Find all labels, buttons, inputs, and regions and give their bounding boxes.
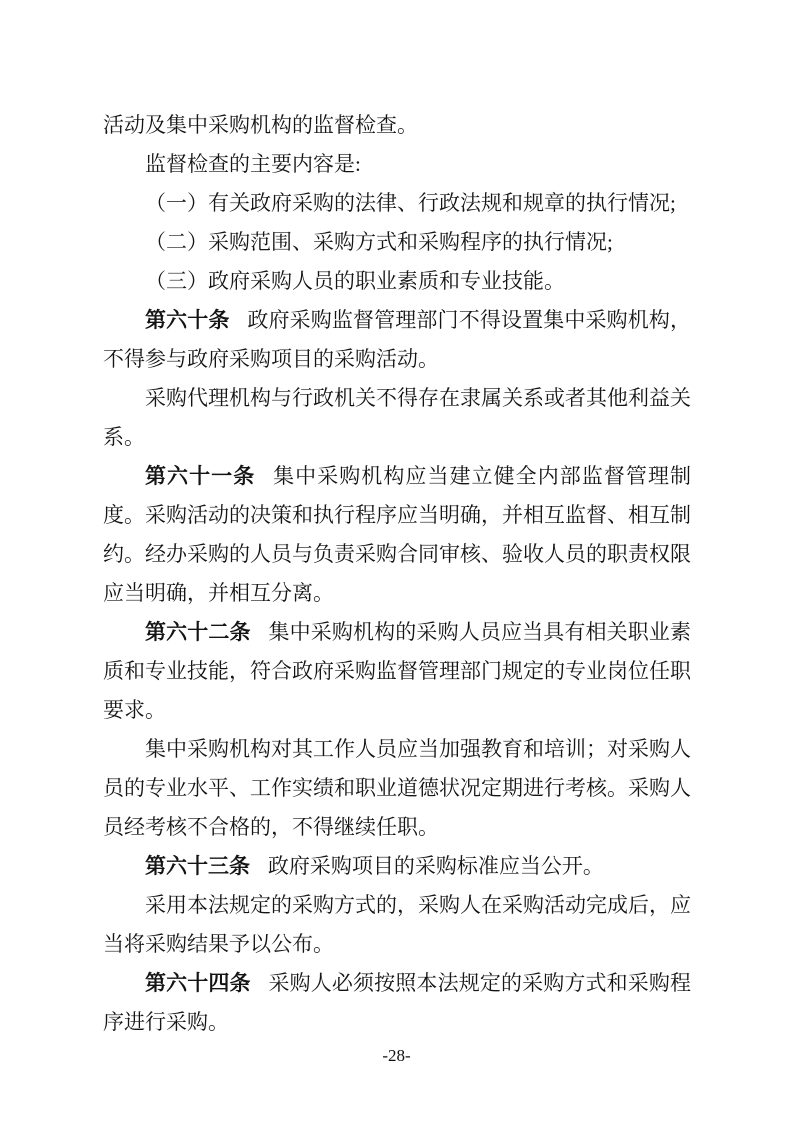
article-62-paragraph <box>103 613 691 730</box>
paragraph-text: 集中采购机构应当建立健全内部监督管理制度。采购活动的决策和执行程序应当明确，并相互监督、相互制约。经办采购的人员与负责采购合同审核、验收人员的职责权限应当明确，并相互分离。 <box>103 464 692 605</box>
list-item-2 <box>103 223 691 262</box>
paragraph-text: 采购代理机构与行政机关不得存在隶属关系或者其他利益关系。 <box>103 386 691 449</box>
page-number: -28- <box>382 1046 411 1065</box>
paragraph-text: （二）采购范围、采购方式和采购程序的执行情况; <box>145 230 613 254</box>
article-62-paragraph-2 <box>103 730 691 847</box>
paragraph-text: 集中采购机构对其工作人员应当加强教育和培训；对采购人员的专业水平、工作实绩和职业道德状况定期进行考核。采购人员经考核不合格的，不得继续任职。 <box>103 737 691 839</box>
article-61-number: 第六十一条 <box>145 464 256 488</box>
document-page-body <box>103 106 691 1042</box>
article-63-paragraph-2 <box>103 886 691 964</box>
paragraph-text: 采用本法规定的采购方式的，采购人在采购活动完成后，应当将采购结果予以公布。 <box>103 893 691 956</box>
paragraph-text: 政府采购监督管理部门不得设置集中采购机构，不得参与政府采购项目的采购活动。 <box>103 308 692 371</box>
paragraph-text: 活动及集中采购机构的监督检查。 <box>103 113 418 137</box>
list-item-1 <box>103 184 691 223</box>
article-60-number: 第六十条 <box>145 308 230 332</box>
paragraph-text: （三）政府采购人员的职业素质和专业技能。 <box>145 269 565 293</box>
article-64-paragraph <box>103 964 691 1042</box>
paragraph-text: 集中采购机构的采购人员应当具有相关职业素质和专业技能，符合政府采购监督管理部门规定的专业岗位任职要求。 <box>103 620 692 722</box>
paragraph-text: 政府采购项目的采购标准应当公开。 <box>267 854 604 878</box>
article-60-paragraph <box>103 301 691 379</box>
article-64-number: 第六十四条 <box>145 971 251 995</box>
paragraph-text: 采购人必须按照本法规定的采购方式和采购程序进行采购。 <box>103 971 692 1034</box>
paragraph-text: （一）有关政府采购的法律、行政法规和规章的执行情况; <box>145 191 676 215</box>
paragraph-supervision-intro <box>103 145 691 184</box>
list-item-3 <box>103 262 691 301</box>
paragraph-text: 监督检查的主要内容是: <box>145 152 361 176</box>
article-62-number: 第六十二条 <box>145 620 251 644</box>
article-63-number: 第六十三条 <box>145 854 250 878</box>
article-61-paragraph <box>103 457 691 613</box>
article-60-paragraph-2 <box>103 379 691 457</box>
article-63-paragraph <box>103 847 691 886</box>
continuation-paragraph <box>103 106 691 145</box>
